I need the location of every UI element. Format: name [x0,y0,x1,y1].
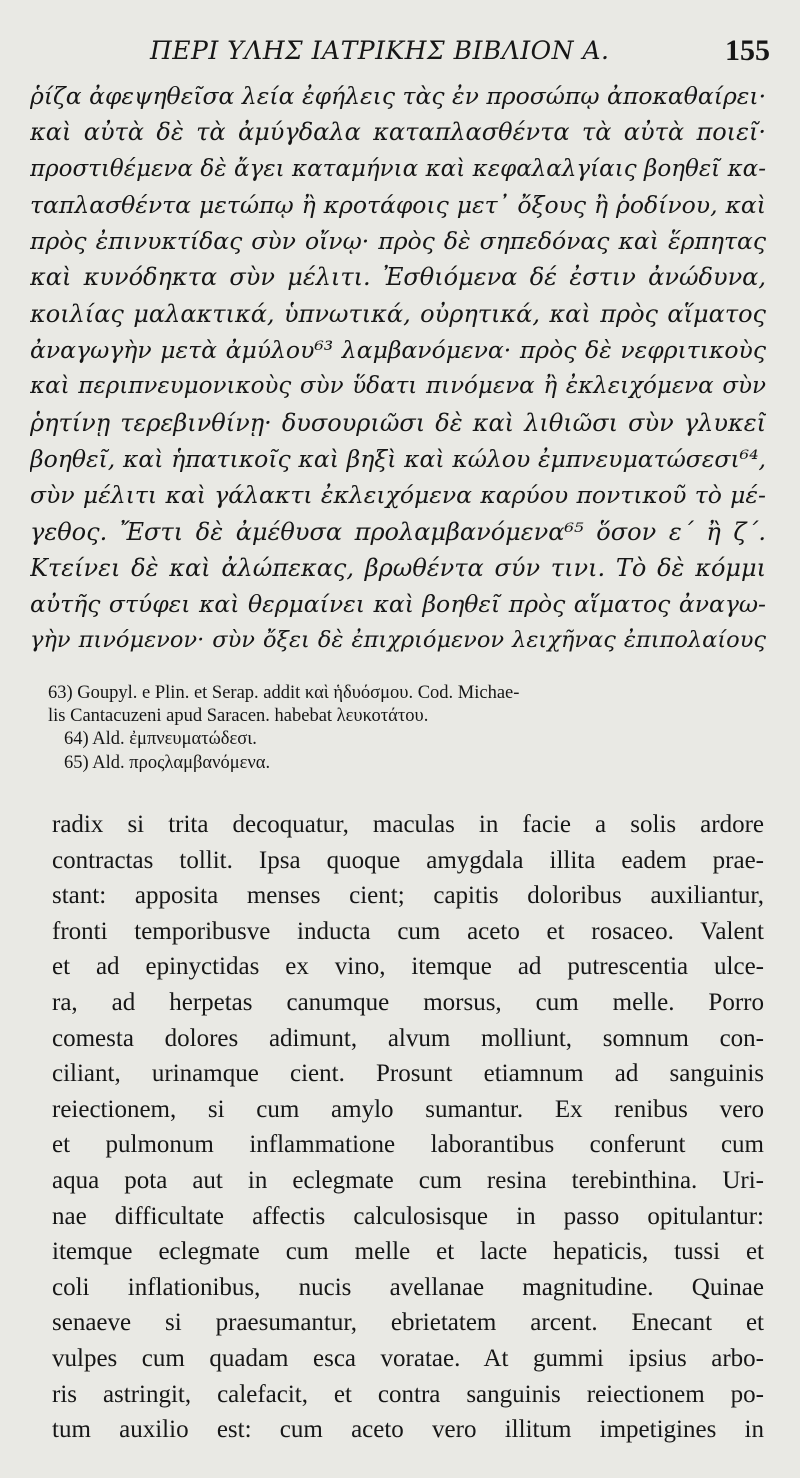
greek-text-line: καὶ κυνόδηκτα σὺν μέλιτι. Ἐσθιόμενα δέ ἐστιν ἀνώδυνα, [30,263,766,292]
latin-text-line: itemque eclegmate cum melle et lacte hepaticis, tussi et [52,1238,764,1266]
latin-text-line: senaeve si praesumantur, ebrietatem arcent. Enecant et [52,1309,764,1337]
greek-text-line: πρὸς ἐπινυκτίδας σὺν οἴνῳ· πρὸς δὲ σηπεδόνας καὶ ἕρπητας [30,227,766,256]
greek-text-line: καὶ περιπνευμονικοὺς σὺν ὕδατι πινόμενα ἢ ἐκλειχόμενα σὺν [30,373,766,400]
latin-text-line: reiectionem, si cum amylo sumantur. Ex renibus vero [52,1095,764,1123]
greek-text-line: ἀναγωγὴν μετὰ ἀμύλου⁶³ λαμβανόμενα· πρὸς δὲ νεφριτικοὺς [30,336,766,365]
latin-text-line: contractas tollit. Ipsa quoque amygdala illita eadem prae- [52,846,764,874]
latin-text-block [52,807,764,1448]
greek-text-line: προστιθέμενα δὲ ἄγει καταμήνια καὶ κεφαλαλγίαις βοηθεῖ κα- [30,155,766,182]
greek-text-line: σὺν μέλιτι καὶ γάλακτι ἐκλειχόμενα καρύου ποντικοῦ τὸ μέ- [30,481,766,510]
latin-text-line: coli inflationibus, nucis avellanae magnitudine. Quinae [52,1273,764,1301]
greek-text-line: αὐτῆς στύφει καὶ θερμαίνει καὶ βοηθεῖ πρὸς αἵματος ἀναγω- [30,590,766,619]
greek-text-line: ῥίζα ἀφεψηθεῖσα λεία ἐφήλεις τὰς ἐν προσώπῳ ἀποκαθαίρει· [30,82,766,110]
latin-text-line: vulpes cum quadam esca voratae. At gummi ipsius arbo- [52,1344,764,1372]
greek-text-line: γὴν πινόμενον· σὺν ὄξει δὲ ἐπιχριόμενον λειχῆνας ἐπιπολαίους [30,627,766,654]
latin-text-line: aqua pota aut in eclegmate cum resina terebinthina. Uri- [52,1166,764,1194]
latin-text-line: ra, ad herpetas canumque morsus, cum melle. Porro [52,988,764,1016]
latin-text-line: tum auxilio est: cum aceto vero illitum impetigines in [52,1416,764,1444]
latin-text-line: comesta dolores adimunt, alvum molliunt, somnum con- [52,1024,764,1052]
greek-text-line: ῥητίνῃ τερεβινθίνῃ· δυσουριῶσι δὲ καὶ λιθιῶσι σὺν γλυκεῖ [30,408,766,437]
latin-text-line: stant: apposita menses cient; capitis doloribus auxiliantur, [52,882,764,910]
latin-text-line: et pulmonum inflammatione laborantibus conferunt cum [52,1131,764,1159]
greek-text-line: γεθος. Ἔστι δὲ ἀμέθυσα προλαμβανόμενα⁶⁵ ὅσον ε΄ ἢ ζ΄. [30,517,766,546]
latin-text-line: nae difficultate affectis calculosisque in passo opitulantur: [52,1202,764,1230]
latin-text-line: et ad epinyctidas ex vino, itemque ad putrescentia ulce- [52,953,764,981]
greek-text-block [30,78,766,659]
footnotes [48,682,768,775]
latin-text-line: ris astringit, calefacit, et contra sanguinis reiectionem po- [52,1380,764,1408]
footnote-65: 65) Ald. προςλαμβανόμενα. [64,752,271,773]
greek-text-line: ταπλασθέντα μετώπῳ ἢ κροτάφοις μετ᾽ ὄξους ἢ ῥοδίνου, καὶ [30,190,766,219]
footnote-64: 64) Ald. ἐμπνευματώδεσι. [64,729,257,750]
footnote-63-continued: lis Cantacuzeni apud Saracen. habebat λευκοτάτου. [48,706,429,727]
page-header [0,30,800,70]
footnote-63: 63) Goupyl. e Plin. et Serap. addit καὶ ἡδυόσμου. Cod. Michae- [48,683,520,703]
greek-text-line: καὶ αὐτὰ δὲ τὰ ἀμύγδαλα καταπλασθέντα τὰ αὐτὰ ποιεῖ· [30,118,766,147]
greek-text-line: Κτείνει δὲ καὶ ἀλώπεκας, βρωθέντα σύν τινι. Τὸ δὲ κόμμι [30,553,766,582]
latin-text-line: ciliant, urinamque cient. Prosunt etiamnum ad sanguinis [52,1060,764,1088]
latin-text-line: radix si trita decoquatur, maculas in facie a solis ardore [52,811,764,838]
page-number: 155 [725,34,770,67]
greek-text-line: βοηθεῖ, καὶ ἡπατικοῖς καὶ βηξὶ καὶ κώλου ἐμπνευματώσεσι⁶⁴, [30,444,766,473]
running-title: ΠΕΡΙ ΥΛΗΣ ΙΑΤΡΙΚΗΣ ΒΙΒΛΙΟΝ Α. [150,36,610,65]
latin-text-line: fronti temporibusve inducta cum aceto et rosaceo. Valent [52,917,764,945]
greek-text-line: κοιλίας μαλακτικά, ὑπνωτικά, οὐρητικά, καὶ πρὸς αἵματος [30,299,766,328]
